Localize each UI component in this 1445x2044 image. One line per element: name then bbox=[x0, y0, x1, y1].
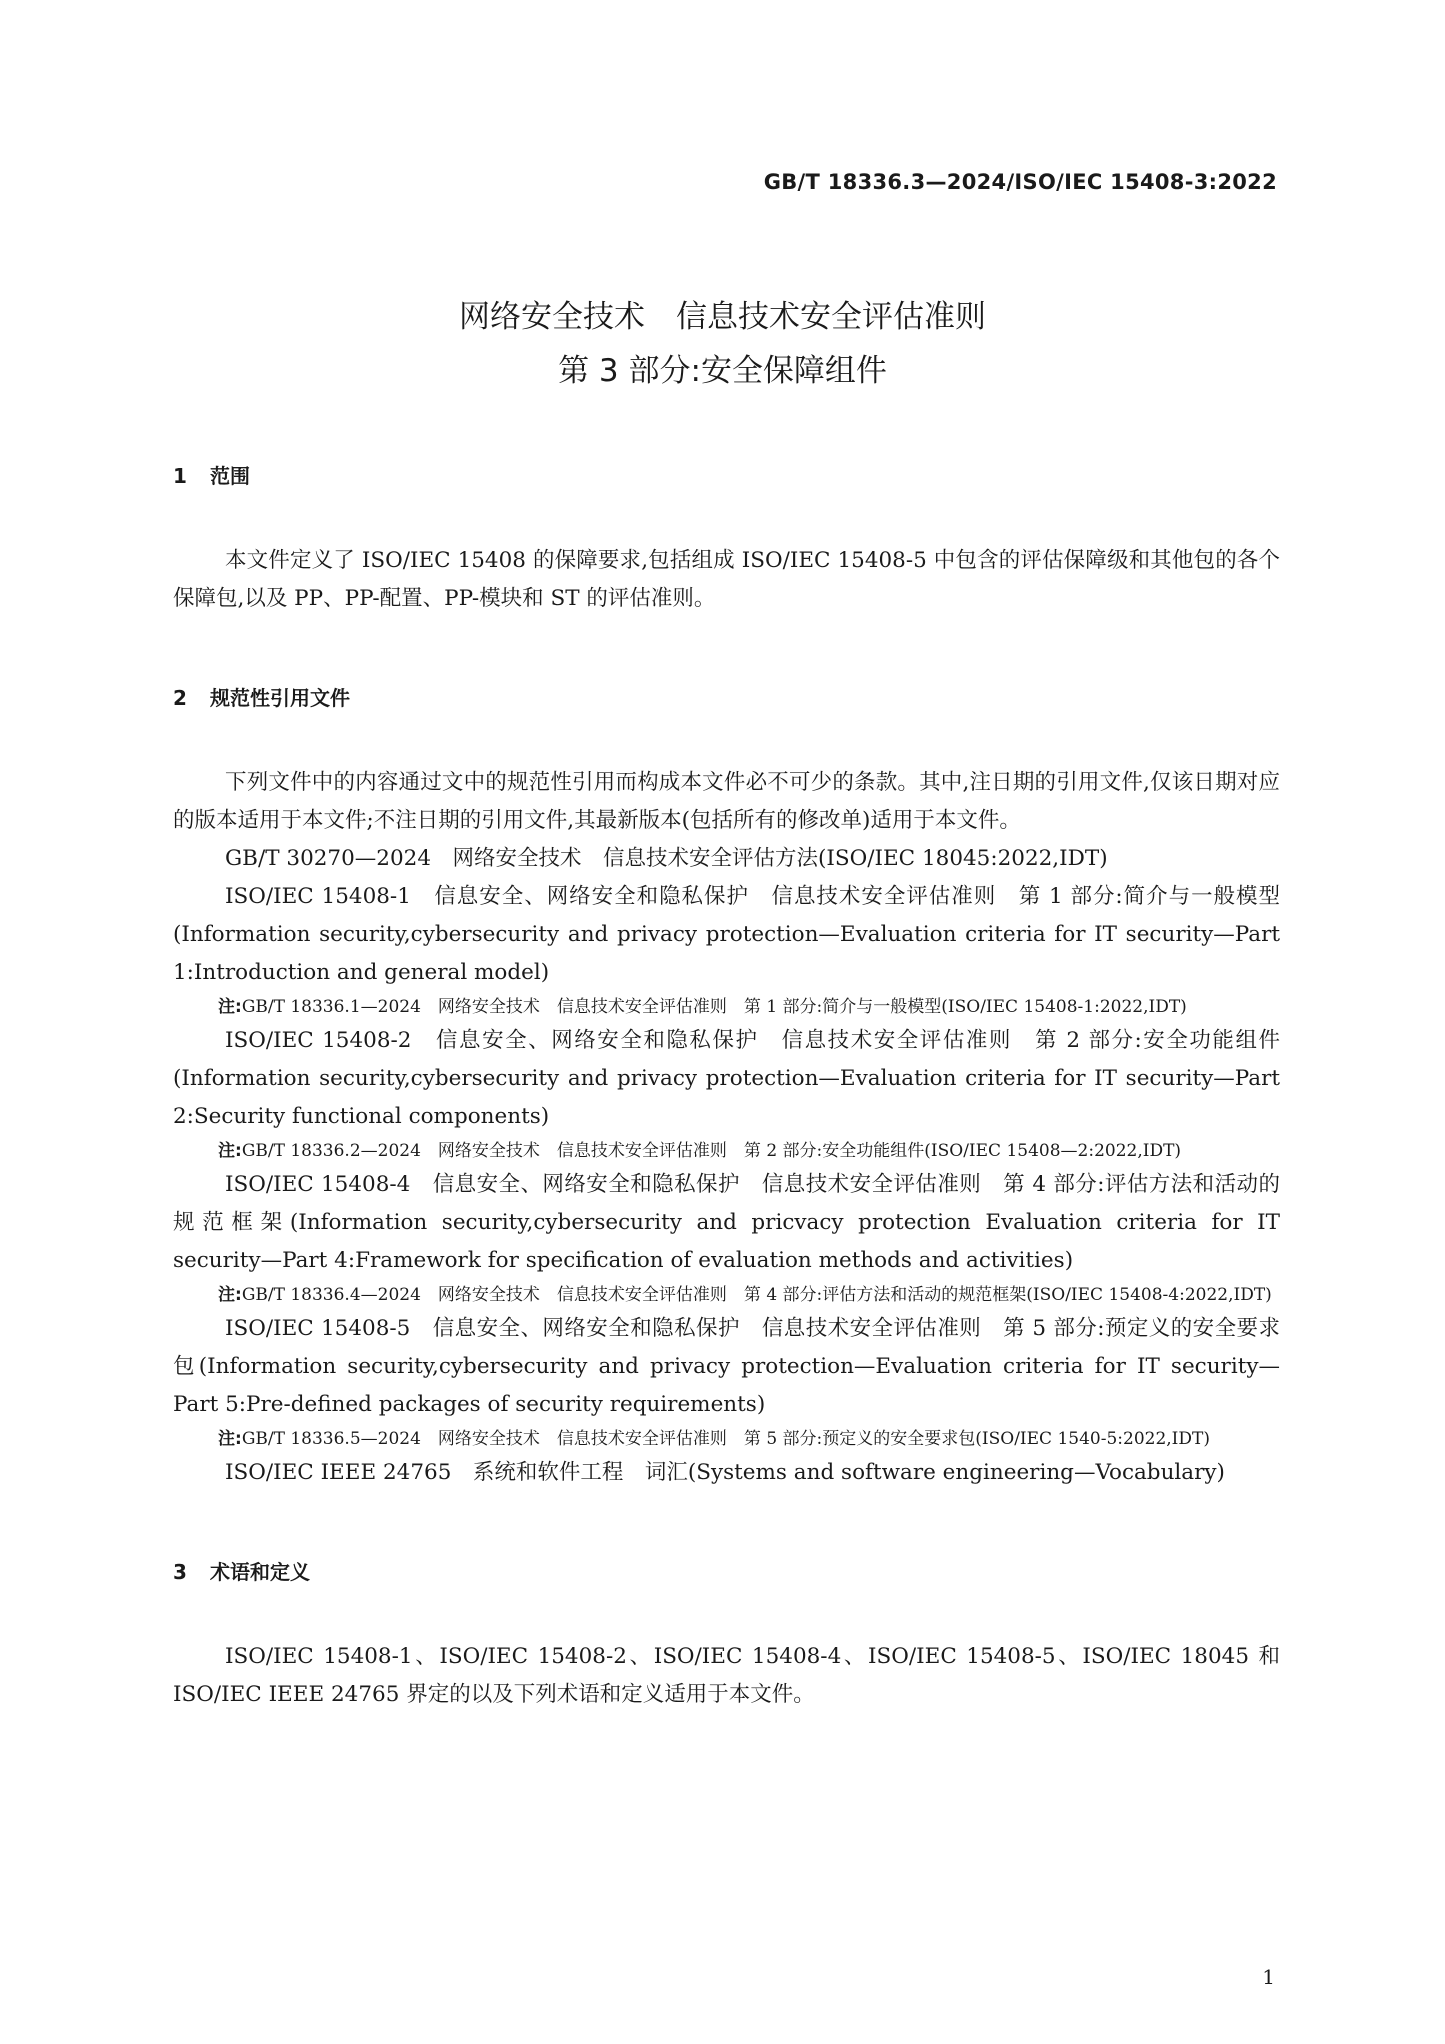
reference-item: ISO/IEC 15408-5 信息安全、网络安全和隐私保护 信息技术安全评估准则 第 5 部分:预定义的安全要求包(Information security,cybersecurity and privacy protection—Evaluation criteria for IT security—Part 5:Pre-defined packages of security requirements) bbox=[173, 1316, 1280, 1417]
standard-identifier: GB/T 18336.3—2024/ISO/IEC 15408-3:2022 bbox=[763, 170, 1277, 194]
document-body bbox=[173, 460, 1287, 1714]
title-line-2: 第 3 部分:安全保障组件 bbox=[558, 353, 887, 389]
section-title: 术语和定义 bbox=[210, 1560, 310, 1584]
scope-paragraph: 本文件定义了 ISO/IEC 15408 的保障要求,包括组成 ISO/IEC 15408-5 中包含的评估保障级和其他包的各个保障包,以及 PP、PP-配置、PP-模块和 ST 的评估准则。 bbox=[173, 548, 1280, 611]
reference-item: ISO/IEC 15408-4 信息安全、网络安全和隐私保护 信息技术安全评估准则 第 4 部分:评估方法和活动的规范框架(Information security,cybersecurity and pricvacy protection Evaluation criteria for IT security—Part 4:Framework for specification of evaluation methods and activities) bbox=[173, 1172, 1287, 1273]
section-title: 范围 bbox=[210, 464, 250, 488]
note-label: 注: bbox=[218, 1285, 242, 1305]
reference-note bbox=[173, 1136, 1280, 1166]
terms-paragraph: ISO/IEC 15408-1、ISO/IEC 15408-2、ISO/IEC 15408-4、ISO/IEC 15408-5、ISO/IEC 18045 和 ISO/IEC IEEE 24765 界定的以及下列术语和定义适用于本文件。 bbox=[173, 1644, 1280, 1707]
document-title bbox=[0, 290, 1445, 398]
note-label: 注: bbox=[218, 1141, 242, 1161]
reference-item: ISO/IEC IEEE 24765 系统和软件工程 词汇(Systems and software engineering—Vocabulary) bbox=[225, 1460, 1225, 1485]
note-text: GB/T 18336.2—2024 网络安全技术 信息技术安全评估准则 第 2 部分:安全功能组件(ISO/IEC 15408—2:2022,IDT) bbox=[241, 1141, 1182, 1161]
reference-note bbox=[173, 1424, 1280, 1454]
reference-note bbox=[173, 1280, 1280, 1310]
section-heading-scope bbox=[173, 460, 1280, 490]
note-text: GB/T 18336.1—2024 网络安全技术 信息技术安全评估准则 第 1 部分:简介与一般模型(ISO/IEC 15408-1:2022,IDT) bbox=[241, 997, 1187, 1017]
section-number: 1 bbox=[173, 464, 187, 488]
references-intro-paragraph: 下列文件中的内容通过文中的规范性引用而构成本文件必不可少的条款。其中,注日期的引用文件,仅该日期对应的版本适用于本文件;不注日期的引用文件,其最新版本(包括所有的修改单)适用于本文件。 bbox=[173, 770, 1280, 833]
reference-item: ISO/IEC 15408-1 信息安全、网络安全和隐私保护 信息技术安全评估准则 第 1 部分:简介与一般模型(Information security,cybersecurity and privacy protection—Evaluation criteria for IT security—Part 1:Introduction and general model) bbox=[173, 884, 1287, 985]
section-title: 规范性引用文件 bbox=[210, 686, 350, 710]
note-text: GB/T 18336.5—2024 网络安全技术 信息技术安全评估准则 第 5 部分:预定义的安全要求包(ISO/IEC 1540-5:2022,IDT) bbox=[241, 1429, 1210, 1449]
reference-item: GB/T 30270—2024 网络安全技术 信息技术安全评估方法(ISO/IEC 18045:2022,IDT) bbox=[225, 846, 1108, 871]
section-heading-terms-and-definitions bbox=[173, 1556, 1280, 1586]
section-number: 3 bbox=[173, 1560, 187, 1584]
note-text: GB/T 18336.4—2024 网络安全技术 信息技术安全评估准则 第 4 部分:评估方法和活动的规范框架(ISO/IEC 15408-4:2022,IDT) bbox=[241, 1285, 1272, 1305]
page-number: 1 bbox=[1262, 1965, 1275, 1989]
reference-item: ISO/IEC 15408-2 信息安全、网络安全和隐私保护 信息技术安全评估准则 第 2 部分:安全功能组件(Information security,cybersecurity and privacy protection—Evaluation criteria for IT security—Part 2:Security functional components) bbox=[173, 1028, 1287, 1129]
note-label: 注: bbox=[218, 997, 242, 1017]
note-label: 注: bbox=[218, 1429, 242, 1449]
section-heading-normative-references bbox=[173, 682, 1280, 712]
reference-note bbox=[173, 992, 1280, 1022]
title-line-1: 网络安全技术 信息技术安全评估准则 bbox=[459, 299, 986, 335]
section-number: 2 bbox=[173, 686, 187, 710]
